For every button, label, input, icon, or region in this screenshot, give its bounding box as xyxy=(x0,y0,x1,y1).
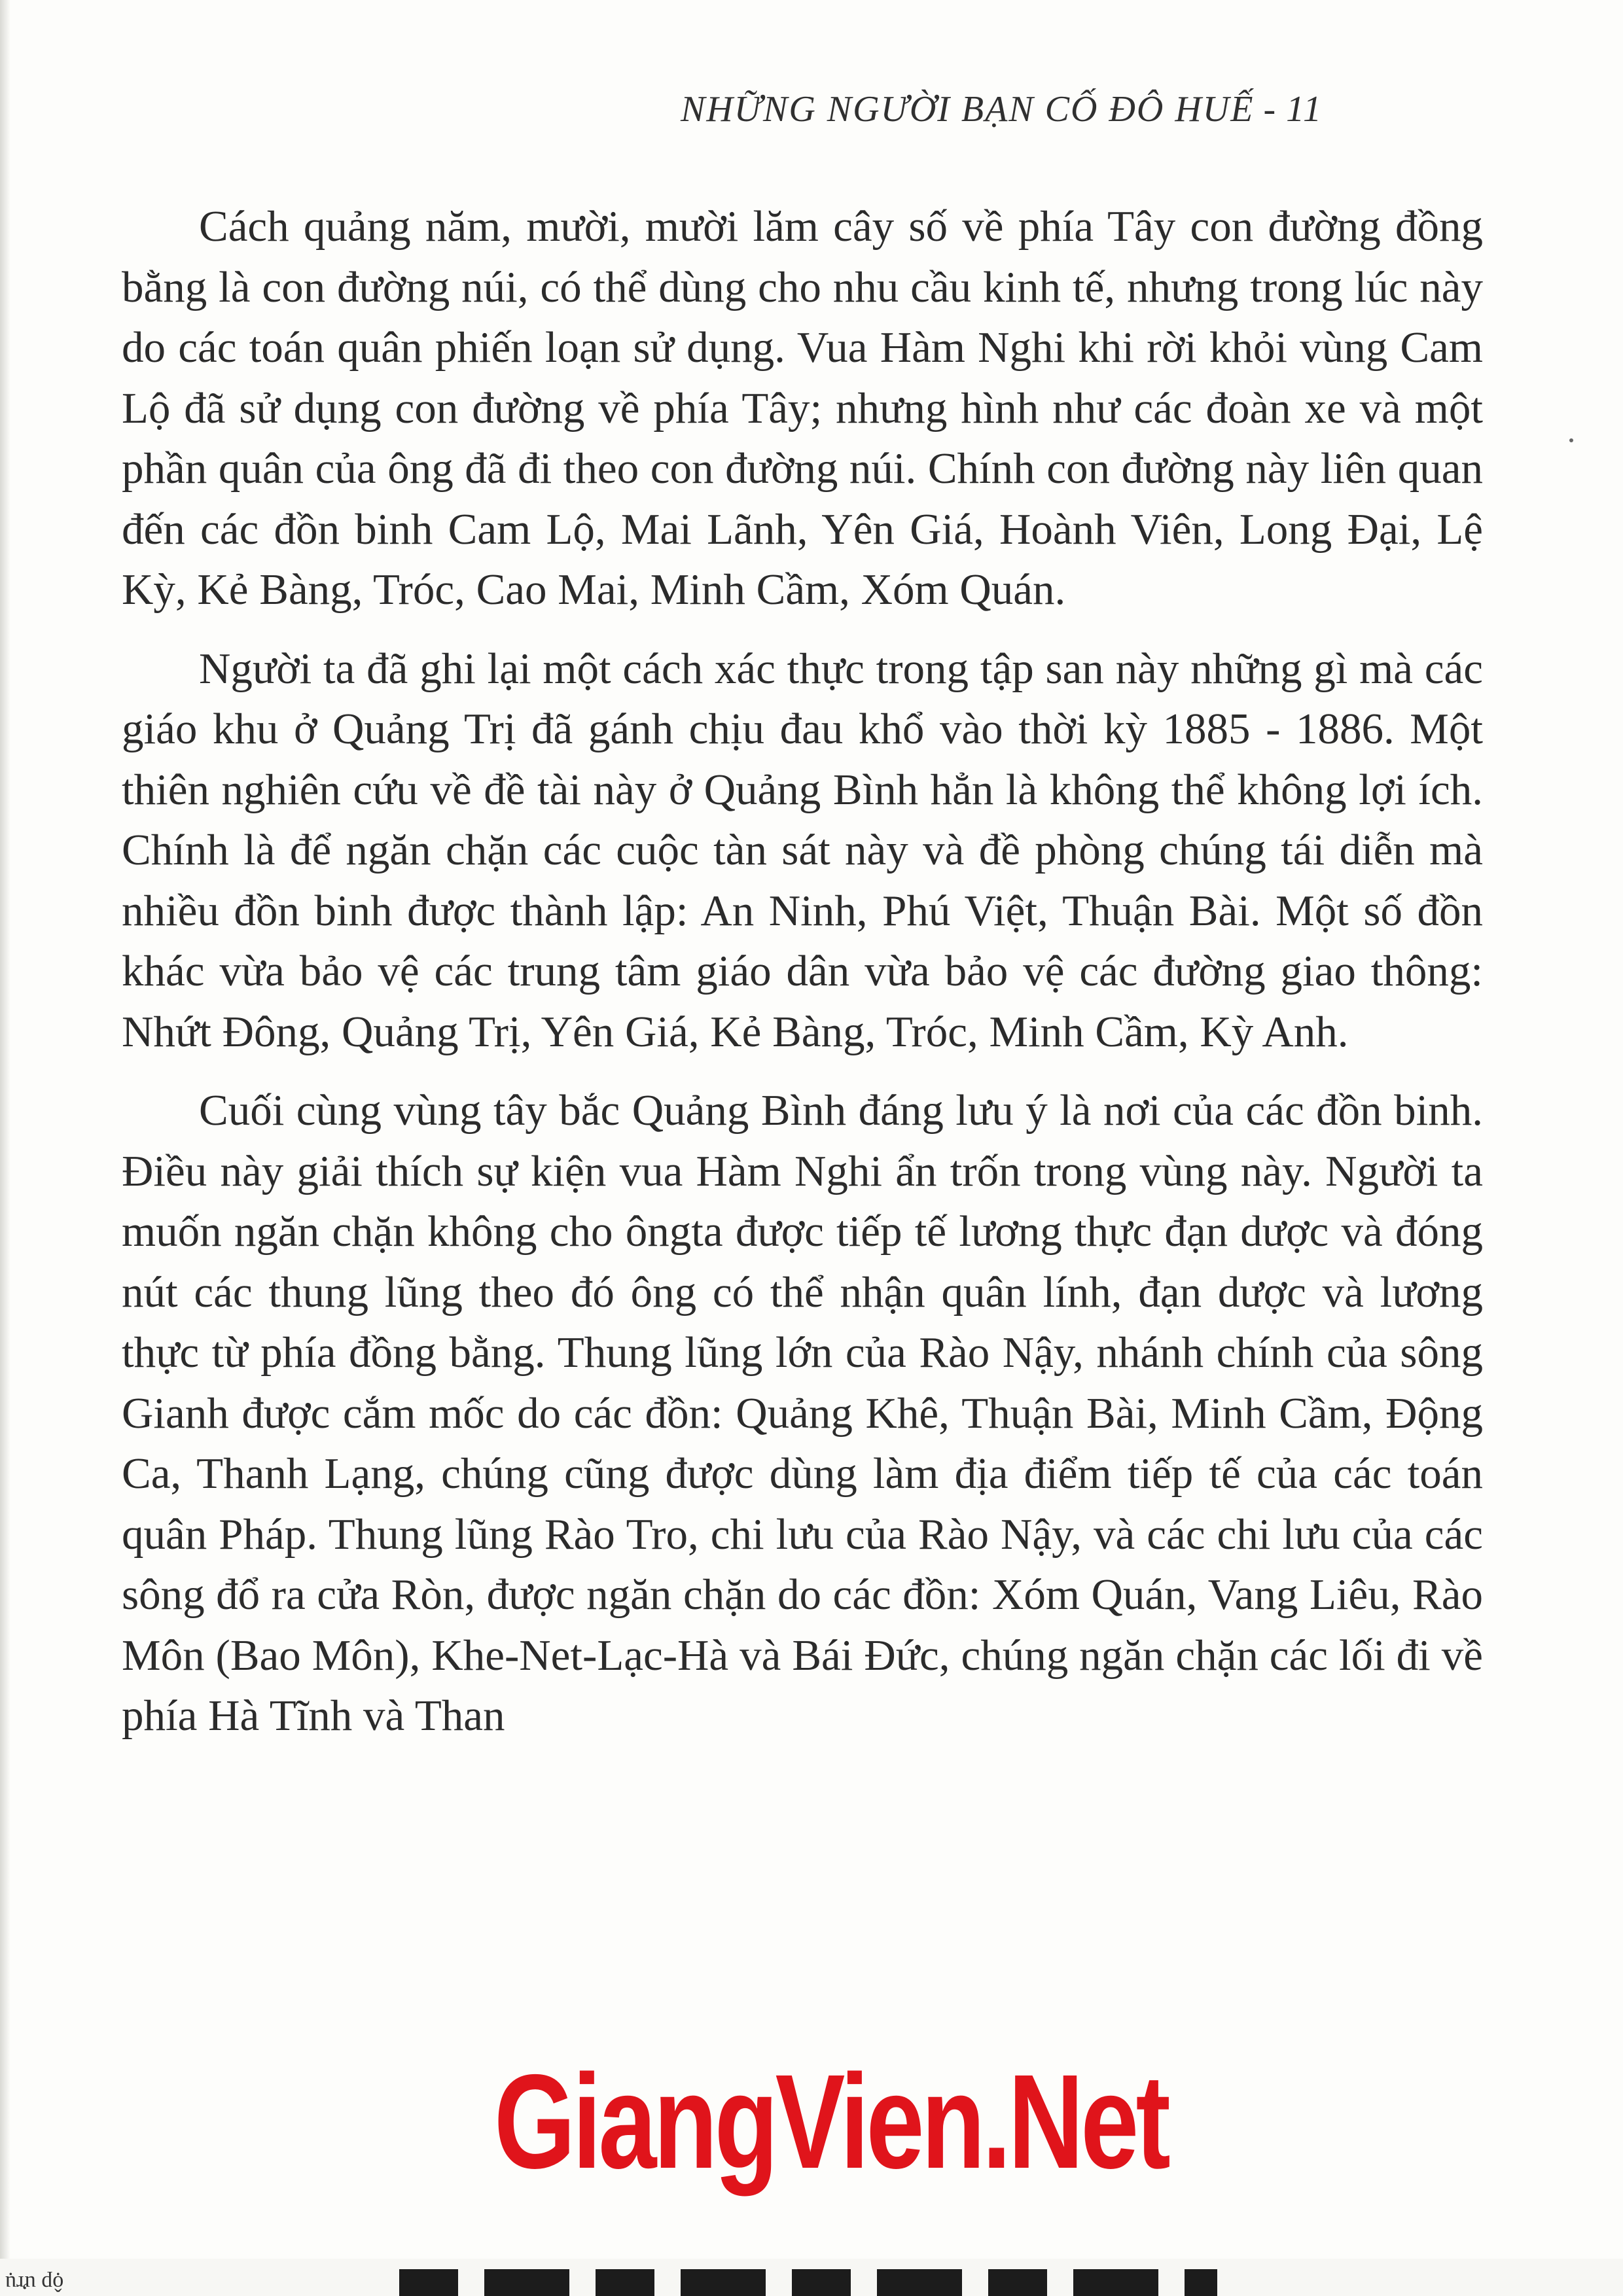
page-edge-shadow xyxy=(0,0,10,2296)
running-header xyxy=(681,88,1323,130)
next-page-fragment xyxy=(399,2269,1217,2296)
body-text xyxy=(122,196,1483,1765)
page-number: 11 xyxy=(1286,89,1323,130)
watermark-logo: GiangVien.Net xyxy=(494,2047,1168,2197)
scan-speck xyxy=(1569,438,1573,442)
header-separator: - xyxy=(1263,89,1277,130)
paragraph: Người ta đã ghi lại một cách xác thực trong tập san này những gì mà các giáo khu ở Quảng Trị đã gánh chịu đau khổ vào thời kỳ 1885 - 1886. Một thiên nghiên cứu về đề tài này ở Quảng Bình hẳn là không thể không lợi ích. Chính là để ngăn chặn các cuộc tàn sát này và đề phòng chúng tái diễn mà nhiều đồn binh được thành lập: An Ninh, Phú Việt, Thuận Bài. Một số đồn khác vừa bảo vệ các trung tâm giáo dân vừa bảo vệ các đường giao thông: Nhứt Đông, Quảng Trị, Yên Giá, Kẻ Bàng, Tróc, Minh Cầm, Kỳ Anh. xyxy=(122,644,1483,1056)
header-title: NHỮNG NGƯỜI BẠN CỐ ĐÔ HUẾ xyxy=(681,89,1255,130)
paragraph: Cách quảng năm, mười, mười lăm cây số về phía Tây con đường đồng bằng là con đường núi, có thể dùng cho nhu cầu kinh tế, nhưng trong lúc này do các toán quân phiến loạn sử dụng. Vua Hàm Nghi khi rời khỏi vùng Cam Lộ đã sử dụng con đường về phía Tây; nhưng hình như các đoàn xe và một phần quân của ông đã đi theo con đường núi. Chính con đường này liên quan đến các đồn binh Cam Lộ, Mai Lãnh, Yên Giá, Hoành Viên, Long Đại, Lệ Kỳ, Kẻ Bàng, Tróc, Cao Mai, Minh Cầm, Xóm Quán. xyxy=(122,202,1483,614)
paragraph: Cuối cùng vùng tây bắc Quảng Bình đáng lưu ý là nơi của các đồn binh. Điều này giải thích sự kiện vua Hàm Nghi ẩn trốn trong vùng này. Người ta muốn ngăn chặn không cho ôngta được tiếp tế lương thực đạn dược và đóng nút các thung lũng theo đó ông có thể nhận quân lính, đạn dược và lương thực từ phía đồng bằng. Thung lũng lớn của Rào Nậy, nhánh chính của sông Gianh được cắm mốc do các đồn: Quảng Khê, Thuận Bài, Minh Cầm, Động Ca, Thanh Lạng, chúng cũng được dùng làm địa điểm tiếp tế của các toán quân Pháp. Thung lũng Rào Tro, chi lưu của Rào Nậy, và các chi lưu của các sông đổ ra cửa Ròn, được ngăn chặn do các đồn: Xóm Quán, Vang Liêu, Rào Môn (Bao Môn), Khe-Net-Lạc-Hà và Bái Đức, chúng ngăn chặn các lối đi về phía Hà Tĩnh và Than xyxy=(122,1086,1483,1740)
bottom-left-fragment-text: ộp ưrụ xyxy=(5,2271,64,2295)
